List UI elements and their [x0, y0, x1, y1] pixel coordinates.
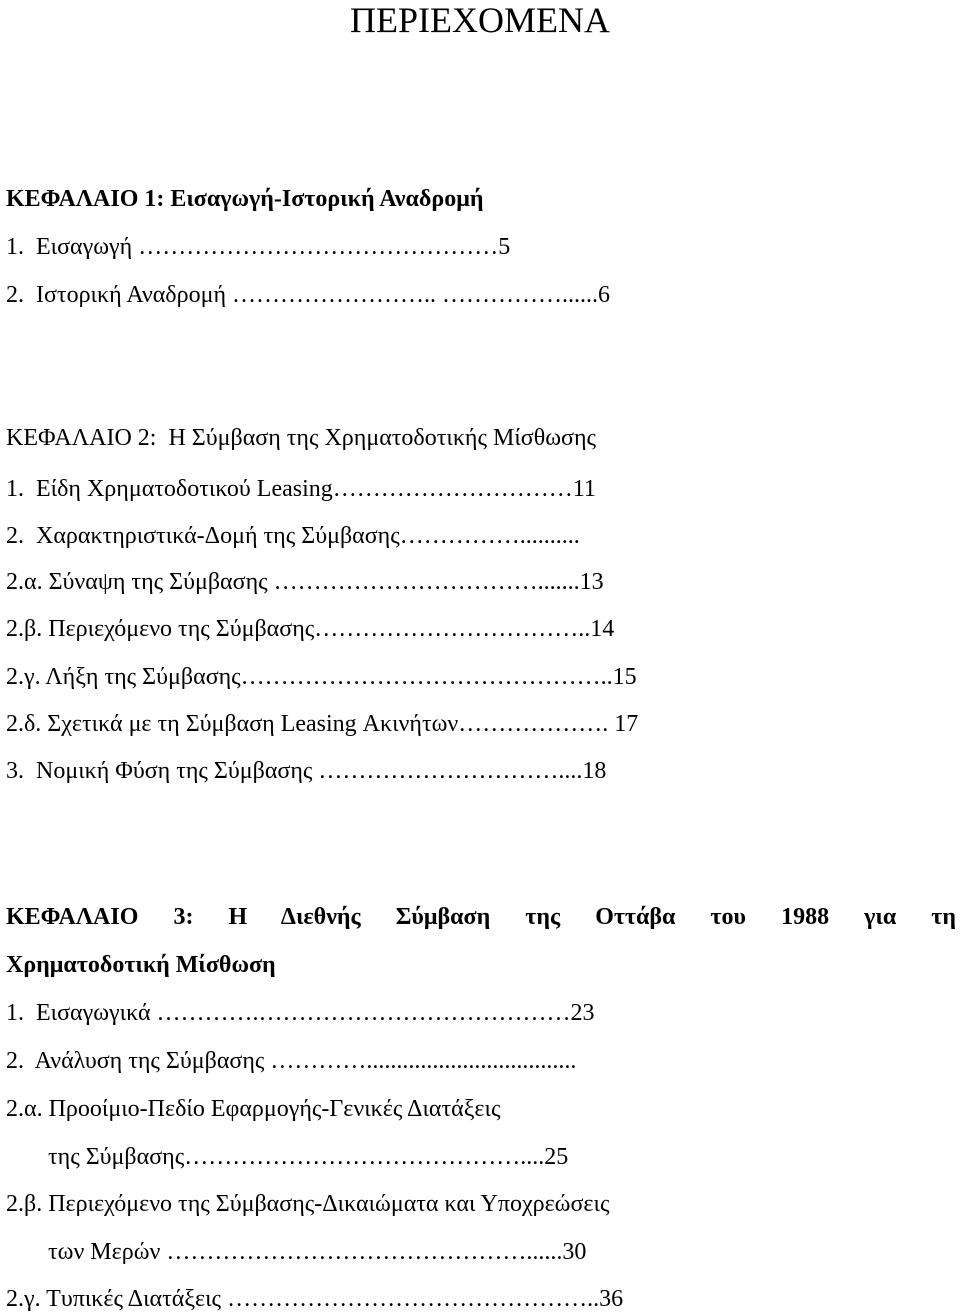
- toc-entry-1-2[interactable]: 2. Ιστορική Αναδρομή …………………….. ……………......6: [6, 282, 611, 308]
- chapter-1-heading: ΚΕΦΑΛΑΙΟ 1: Εισαγωγή-Ιστορική Αναδρομή: [6, 186, 484, 212]
- toc-entry-3-2a-cont[interactable]: της Σύμβασης……………………………………....25: [6, 1144, 569, 1170]
- toc-entry-2-2a[interactable]: 2.α. Σύναψη της Σύμβασης …………………………….......13: [6, 569, 604, 595]
- toc-entry-3-2[interactable]: 2. Ανάλυση της Σύμβασης …………...................................: [6, 1048, 577, 1074]
- toc-entry-3-1[interactable]: 1. Εισαγωγικά ………….…………………………………23: [6, 1000, 595, 1026]
- toc-entry-3-2b[interactable]: 2.β. Περιεχόμενο της Σύμβασης-Δικαιώματα και Υποχρεώσεις: [6, 1191, 610, 1217]
- toc-entry-2-3[interactable]: 3. Νομική Φύση της Σύμβασης …………………………....18: [6, 758, 607, 784]
- toc-entry-2-2b[interactable]: 2.β. Περιεχόμενο της Σύμβασης……………………………..14: [6, 616, 615, 642]
- toc-entry-2-2c[interactable]: 2.γ. Λήξη της Σύμβασης………………………………………..15: [6, 664, 637, 690]
- toc-entry-1-1[interactable]: 1. Εισαγωγή ………………………………………5: [6, 234, 511, 260]
- toc-entry-2-2[interactable]: 2. Χαρακτηριστικά-Δομή της Σύμβασης……………..........: [6, 523, 580, 549]
- toc-entry-3-2b-cont[interactable]: των Μερών ………………………………………......30: [6, 1239, 587, 1265]
- page-title: ΠΕΡΙΕΧΟΜΕΝΑ: [350, 0, 610, 40]
- toc-entry-2-1[interactable]: 1. Είδη Χρηματοδοτικού Leasing…………………………11: [6, 476, 596, 502]
- chapter-3-heading-line1: ΚΕΦΑΛΑΙΟ 3: Η Διεθνής Σύμβαση της Οττάβα του 1988 για τη: [6, 904, 956, 930]
- toc-entry-3-2c[interactable]: 2.γ. Τυπικές Διατάξεις ………………………………………..36: [6, 1286, 624, 1312]
- toc-entry-3-2a[interactable]: 2.α. Προοίμιο-Πεδίο Εφαρμογής-Γενικές Διατάξεις: [6, 1096, 501, 1122]
- toc-entry-2-2d[interactable]: 2.δ. Σχετικά με τη Σύμβαση Leasing Ακινήτων………………. 17: [6, 711, 639, 737]
- chapter-3-heading-line2: Χρηματοδοτική Μίσθωση: [6, 952, 276, 978]
- chapter-2-heading: ΚΕΦΑΛΑΙΟ 2: Η Σύμβαση της Χρηματοδοτικής Μίσθωσης: [6, 425, 596, 451]
